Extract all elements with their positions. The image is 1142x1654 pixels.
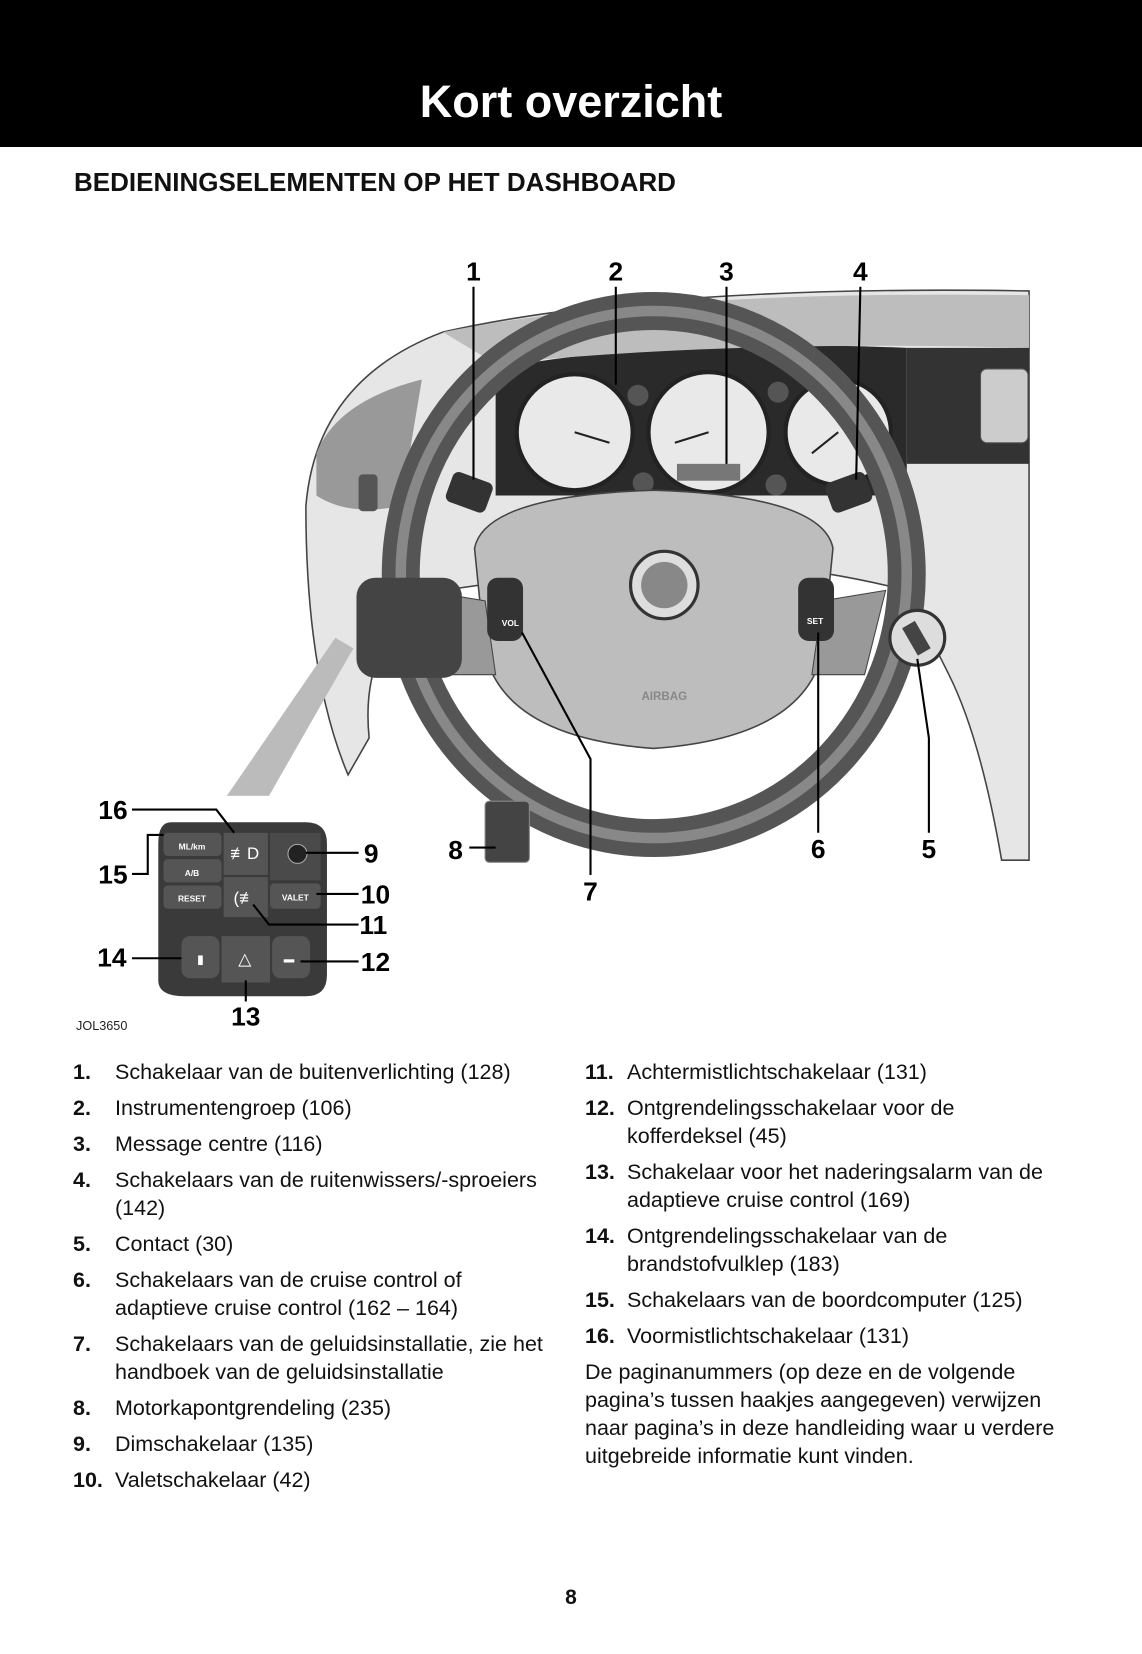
left-vent-knob [359,474,378,511]
callout-1: 1 [466,256,481,287]
item-text: Dimschakelaar (135) [115,1432,314,1456]
legend-item [73,1094,543,1122]
legend-item [73,1130,543,1158]
item-text: Achtermistlichtschakelaar (131) [627,1060,927,1084]
page-number: 8 [565,1586,577,1609]
item-text: Instrumentengroep (106) [115,1096,352,1120]
item-text: Schakelaars van de cruise control of adaptieve cruise control (162 – 164) [115,1268,462,1320]
item-number: 14. [585,1224,615,1248]
chapter-title: Kort overzicht [419,76,723,127]
item-number: 7. [73,1332,91,1356]
callout-4: 4 [853,256,868,287]
steering-wheel-hub [475,490,833,748]
speedometer-gauge [648,372,768,492]
legend-item [73,1330,543,1386]
item-number: 6. [73,1268,91,1292]
tachometer-gauge [517,374,633,490]
item-number: 5. [73,1232,91,1256]
audio-switches [487,578,523,641]
item-text: Schakelaars van de ruitenwissers/-sproeiers (142) [115,1168,537,1220]
warning-triangle-icon: △ [238,949,252,969]
item-number: 8. [73,1396,91,1420]
callout-11: 11 [359,909,388,940]
item-text: Motorkapontgrendeling (235) [115,1396,392,1420]
rear-fog-icon: (≢ [233,888,256,908]
legend-item [73,1466,543,1494]
callout-6: 6 [810,834,826,865]
item-text: Message centre (116) [115,1132,323,1156]
legend-item [585,1094,1065,1150]
front-fog-icon: ≢D [230,844,260,864]
switch-pack-enlarged [158,822,327,996]
callout-2: 2 [608,256,624,287]
valet-button: VALET [281,892,309,903]
fuel-pump-icon: ▮ [196,952,204,967]
callout-10: 10 [360,879,391,910]
section-title: BEDIENINGSELEMENTEN OP HET DASHBOARD [74,167,676,197]
legend-item [73,1430,543,1458]
item-number: 4. [73,1168,91,1192]
message-centre-display [677,464,740,481]
item-number: 11. [585,1060,614,1084]
legend-item [73,1394,543,1422]
item-text: Schakelaar van de buitenverlichting (128) [115,1060,511,1084]
item-number: 1. [73,1060,91,1084]
callout-13: 13 [231,1001,261,1032]
legend-list-right [585,1058,1065,1470]
legend-item [73,1058,543,1086]
ab-button: A/B [184,868,200,879]
item-text: Ontgrendelingsschakelaar voor de kofferdeksel (45) [627,1096,955,1148]
item-text: Voormistlichtschakelaar (131) [627,1324,910,1348]
callout-14: 14 [97,942,127,973]
item-text: Schakelaar voor het naderingsalarm van de adaptieve cruise control (169) [627,1160,1043,1212]
legend-list-left [73,1058,543,1502]
right-vent [981,369,1028,443]
item-number: 16. [585,1324,615,1348]
callout-8: 8 [448,835,463,866]
callout-12: 12 [360,946,391,977]
callout-3: 3 [719,256,734,287]
legend-item [585,1322,1065,1350]
item-number: 10. [73,1468,103,1492]
item-text: Ontgrendelingsschakelaar van de brandstofvulklep (183) [627,1224,948,1276]
item-number: 12. [585,1096,615,1120]
callout-9: 9 [363,838,379,869]
switch-pod-small [356,578,461,678]
airbag-label: AIRBAG [641,690,688,703]
callout-15: 15 [98,859,128,890]
cruise-control-switches [798,578,834,641]
legend-item [585,1222,1065,1278]
callout-5: 5 [921,834,937,865]
item-number: 13. [585,1160,615,1184]
bonnet-release-lever [485,801,529,862]
item-text: Contact (30) [115,1232,234,1256]
callout-7: 7 [583,876,598,907]
item-text: Schakelaars van de geluidsinstallatie, zie het handboek van de geluidsinstallatie [115,1332,543,1384]
vol-label: VOL [501,618,520,629]
legend-item [585,1158,1065,1214]
item-number: 3. [73,1132,91,1156]
item-text: Valetschakelaar (42) [115,1468,311,1492]
legend-item [585,1286,1065,1314]
item-number: 2. [73,1096,91,1120]
legend-item [73,1266,543,1322]
legend-item [73,1166,543,1222]
item-number: 15. [585,1288,615,1312]
figure-reference: JOL3650 [76,1018,128,1033]
item-text: Schakelaars van de boordcomputer (125) [627,1288,1023,1312]
legend-item [73,1230,543,1258]
callout-16: 16 [98,795,128,826]
mlkm-button: ML/km [178,841,206,852]
item-number: 9. [73,1432,91,1456]
car-icon: ▬ [283,953,295,966]
legend-item [585,1058,1065,1086]
set-label: SET [806,616,824,627]
page-reference-note: De paginanummers (op deze en de volgende pagina’s tussen haakjes aangegeven) verwijzen naar pagina’s in deze handleiding waar u verdere uitgebreide informatie kunt vinden. [585,1360,1055,1468]
reset-button: RESET [177,893,207,904]
